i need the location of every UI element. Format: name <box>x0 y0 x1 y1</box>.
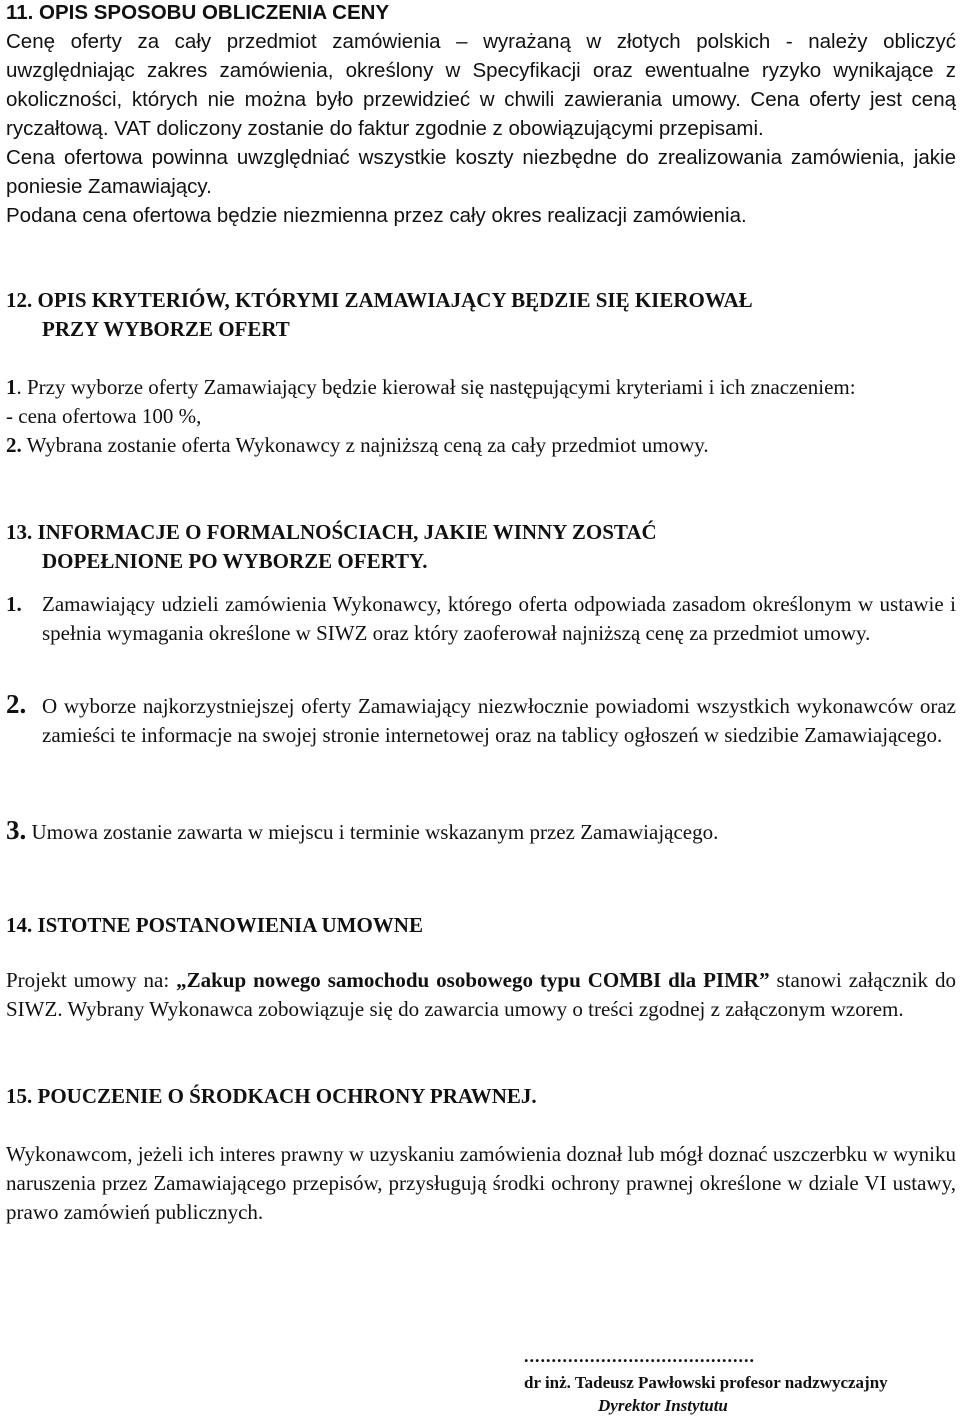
criteria-item-1 <box>6 373 956 402</box>
section-11-paragraph-3: Podana cena ofertowa będzie niezmienna przez cały okres realizacji zamówienia. <box>6 204 747 227</box>
criteria-item-2 <box>6 431 956 460</box>
formalities-item-2-text: O wyborze najkorzystniejszej oferty Zamawiający niezwłocznie powiadomi wszystkich wykonawców oraz zamieści te informacje na swojej stronie internetowej oraz na tablicy ogłoszeń w siedzibie Zamawiającego. <box>42 694 956 747</box>
section-14-rest: stanowi załącznik do SIWZ. Wybrany Wykonawca zobowiązuje się do zawarcia umowy o treści zgodnej z załączonym wzorem. <box>6 968 956 1021</box>
section-11 <box>6 0 956 230</box>
section-11-paragraph-2: Cena ofertowa powinna uwzględniać wszystkie koszty niezbędne do zrealizowania zamówienia, jakie poniesie Zamawiający. <box>6 146 956 198</box>
section-12-number: 12. <box>6 288 33 312</box>
section-13-heading-line-1: INFORMACJE O FORMALNOŚCIACH, JAKIE WINNY ZOSTAĆ <box>37 520 657 544</box>
formalities-item-1 <box>6 590 956 648</box>
criteria-item-2-text: Wybrana zostanie oferta Wykonawcy z najniższą ceną za cały przedmiot umowy. <box>21 433 709 457</box>
section-13-heading-line-2: DOPEŁNIONE PO WYBORZE OFERTY. <box>42 549 428 573</box>
signature-dots: .......................................... <box>524 1346 755 1366</box>
formalities-item-3-text: Umowa zostanie zawarta w miejscu i terminie wskazanym przez Zamawiającego. <box>26 820 719 844</box>
section-14-paragraph <box>6 966 956 1024</box>
criteria-item-1-number: 1 <box>6 375 17 399</box>
formalities-item-1-text: Zamawiający udzieli zamówienia Wykonawcy, którego oferta odpowiada zasadom określonym w ustawie i spełnia wymagania określone w SIWZ oraz który zaoferował najniższą cenę za przedmiot umowy. <box>42 592 956 645</box>
section-14-lead: Projekt umowy na: <box>6 968 177 992</box>
formalities-item-2 <box>6 689 956 750</box>
criteria-price-line: - cena ofertowa 100 %, <box>6 404 202 428</box>
section-14-heading: 14. ISTOTNE POSTANOWIENIA UMOWNE <box>6 913 423 937</box>
formalities-item-1-number: 1. <box>6 592 22 616</box>
section-15-heading: 15. POUCZENIE O ŚRODKACH OCHRONY PRAWNEJ. <box>6 1084 537 1108</box>
section-12-items <box>6 373 956 460</box>
criteria-item-1-text: . Przy wyborze oferty Zamawiający będzie kierował się następującymi kryteriami i ich znaczeniem: <box>16 375 856 399</box>
formalities-item-2-number: 2. <box>6 689 27 719</box>
section-13-number: 13. <box>6 520 33 544</box>
criteria-item-2-number: 2. <box>6 433 22 457</box>
section-11-paragraph-1: Cenę oferty za cały przedmiot zamówienia – wyrażaną w złotych polskich - należy obliczyć uwzględniając zakres zamówienia, określony w Specyfikacji oraz ewentualne ryzyko wynikające z okoliczności, których nie można było przewidzieć w chwili zawierania umowy. Cena oferty jest ceną ryczałtową. VAT doliczony zostanie do faktur zgodnie z obowiązującymi przepisami. <box>6 30 956 140</box>
section-14-contract-title: „Zakup nowego samochodu osobowego typu COMBI dla PIMR” <box>176 968 770 992</box>
section-12-heading-line-2: PRZY WYBORZE OFERT <box>42 317 290 341</box>
formalities-item-3 <box>6 816 956 847</box>
section-12-heading <box>6 286 956 344</box>
signature-name: dr inż. Tadeusz Pawłowski profesor nadzwyczajny <box>524 1373 888 1392</box>
section-11-heading: 11. OPIS SPOSOBU OBLICZENIA CENY <box>6 1 390 24</box>
section-13-heading <box>6 518 956 576</box>
section-12-heading-line-1: OPIS KRYTERIÓW, KTÓRYMI ZAMAWIAJĄCY BĘDZIE SIĘ KIEROWAŁ <box>37 288 753 312</box>
section-15-paragraph: Wykonawcom, jeżeli ich interes prawny w uzyskaniu zamówienia doznał lub mógł doznać uszczerbku w wyniku naruszenia przez Zamawiającego przepisów, przysługują środki ochrony prawnej określone w dziale VI ustawy, prawo zamówień publicznych. <box>6 1142 956 1224</box>
formalities-item-3-number: 3. <box>6 815 27 845</box>
signature-role: Dyrektor Instytutu <box>598 1396 728 1415</box>
